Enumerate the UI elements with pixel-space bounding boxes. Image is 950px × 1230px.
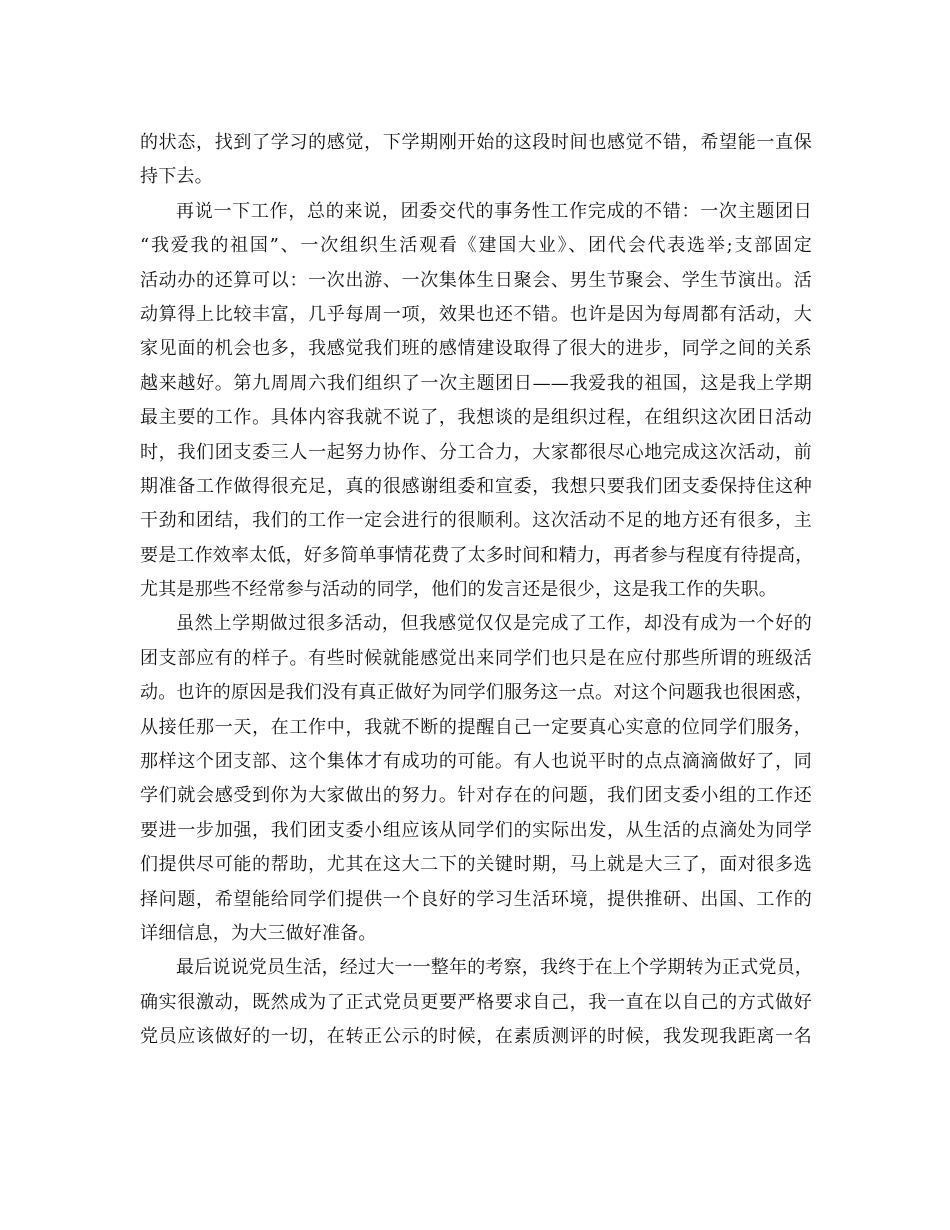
- text-line: 详细信息，为大三做好准备。: [140, 922, 377, 944]
- paragraph-first-line: 虽然上学期做过很多活动，但我感觉仅仅是完成了工作，却没有成为一个好的: [176, 613, 812, 635]
- paragraph-first-line: 最后说说党员生活，经过大一一整年的考察，我终于在上个学期转为正式党员，: [176, 957, 813, 979]
- text-line: 那样这个团支部、这个集体才有成功的可能。有人也说平时的点点滴滴做好了，同: [140, 751, 812, 773]
- text-line: 择问题，希望能给同学们提供一个良好的学习生活环境，提供推研、出国、工作的: [140, 888, 812, 910]
- text-line: 家见面的机会也多，我感觉我们班的感情建设取得了很大的进步，同学之间的关系: [140, 338, 812, 360]
- text-line: 干劲和团结，我们的工作一定会进行的很顺利。这次活动不足的地方还有很多，主: [140, 510, 812, 532]
- text-line: “我爱我的祖国”、一次组织生活观看《建国大业》、团代会代表选举;支部固定: [140, 235, 812, 257]
- text-line: 从接任那一天，在工作中，我就不断的提醒自己一定要真心实意的位同学们服务，: [140, 716, 812, 738]
- text-line: 们提供尽可能的帮助，尤其在这大二下的关键时期，马上就是大三了，面对很多选: [140, 854, 812, 876]
- text-line: 期准备工作做得很充足，真的很感谢组委和宣委，我想只要我们团支委保持住这种: [140, 475, 812, 497]
- text-line: 时，我们团支委三人一起努力协作、分工合力，大家都很尽心地完成这次活动，前: [140, 441, 812, 463]
- text-line: 最主要的工作。具体内容我就不说了，我想谈的是组织过程，在组织这次团日活动: [140, 407, 812, 429]
- text-line: 党员应该做好的一切，在转正公示的时候，在素质测评的时候，我发现我距离一名: [140, 1026, 812, 1048]
- text-line: 尤其是那些不经常参与活动的同学，他们的发言还是很少，这是我工作的失职。: [140, 579, 777, 601]
- document-body: [140, 126, 812, 1055]
- text-line: 的状态，找到了学习的感觉，下学期刚开始的这段时间也感觉不错，希望能一直保: [140, 132, 812, 153]
- text-line: 动。也许的原因是我们没有真正做好为同学们服务这一点。对这个问题我也很困惑，: [140, 682, 814, 704]
- text-line: 确实很激动，既然成为了正式党员更要严格要求自己，我一直在以自己的方式做好: [140, 991, 812, 1013]
- text-line: 学们就会感受到你为大家做出的努力。针对存在的问题，我们团支委小组的工作还: [140, 785, 812, 807]
- text-line: 要是工作效率太低，好多简单事情花费了太多时间和精力，再者参与程度有待提高，: [140, 544, 814, 566]
- text-line: 要进一步加强，我们团支委小组应该从同学们的实际出发，从生活的点滴处为同学: [140, 819, 812, 841]
- text-line: 团支部应有的样子。有些时候就能感觉出来同学们也只是在应付那些所谓的班级活: [140, 647, 812, 669]
- text-line: 越来越好。第九周周六我们组织了一次主题团日——我爱我的祖国，这是我上学期: [140, 372, 812, 394]
- paragraph-first-line: 再说一下工作，总的来说，团委交代的事务性工作完成的不错：一次主题团日: [176, 200, 812, 222]
- text-line: 动算得上比较丰富，几乎每周一项，效果也还不错。也许是因为每周都有活动，大: [140, 303, 812, 325]
- text-line: 持下去。: [140, 166, 213, 188]
- text-line: 活动办的还算可以：一次出游、一次集体生日聚会、男生节聚会、学生节演出。活: [140, 269, 812, 291]
